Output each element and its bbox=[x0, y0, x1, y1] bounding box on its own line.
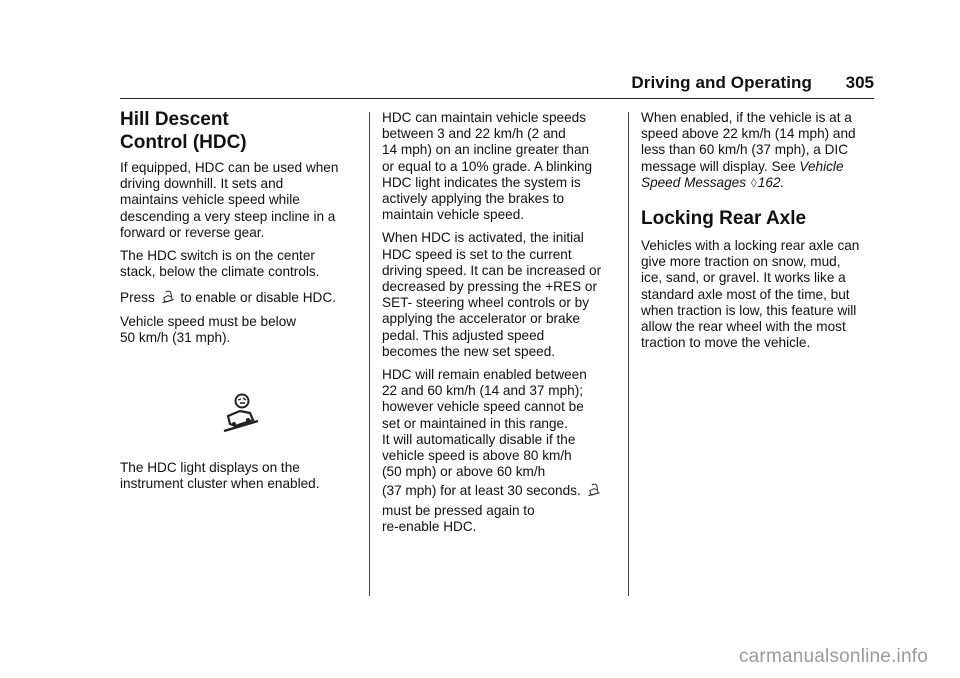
hdc-speed-limit-paragraph: Vehicle speed must be below 50 km/h (31 mph). bbox=[120, 313, 297, 345]
dic-message-paragraph: When enabled, if the vehicle is at a speed above 22 km/h (14 mph) and less than 60 km/h (37 mph), a DIC message will display. See Vehicle Speed Messages ◊162. bbox=[641, 110, 856, 190]
column-divider bbox=[628, 112, 629, 596]
column-1 bbox=[120, 108, 360, 499]
vehicle-speed-messages-link[interactable]: Vehicle bbox=[799, 158, 844, 174]
section-title: Driving and Operating bbox=[631, 73, 812, 92]
hdc-activation-paragraph: When HDC is activated, the initial HDC speed is set to the current driving speed. It can be increased or decreased by pressing the +RES or SET- steering wheel controls or by applying the accelerator or brake pedal. This adjusted speed becomes the new set speed. bbox=[382, 230, 602, 359]
column-3 bbox=[641, 110, 881, 358]
hdc-speed-range-paragraph: HDC can maintain vehicle speeds between 3 and 22 km/h (2 and 14 mph) on an incline greater than or equal to a 10% grade. A blinking HDC light indicates the system is actively applying the brakes to maintain vehicle speed. bbox=[382, 110, 593, 223]
page-header bbox=[120, 72, 874, 99]
hill-descent-control-icon bbox=[161, 290, 175, 304]
hdc-light-paragraph: The HDC light displays on the instrument cluster when enabled. bbox=[120, 460, 320, 492]
hdc-disable-paragraph: HDC will remain enabled between 22 and 60 km/h (14 and 37 mph); however vehicle speed cannot be set or maintained in this range. It will automatically disable if the vehicle speed is above 80 km/h (50 mph) or above 60 km/h (37 mph) for at least 30 seconds. must be pressed again to re-enable HDC. bbox=[382, 367, 622, 535]
locking-rear-axle-paragraph: Vehicles with a locking rear axle can give more traction on snow, mud, ice, sand, or gravel. It works like a standard axle most of the time, but when traction is low, this feature will allow the rear wheel with the most traction to move the vehicle. bbox=[641, 238, 860, 351]
column-2 bbox=[382, 110, 622, 542]
hdc-heading: Hill Descent Control (HDC) bbox=[120, 109, 247, 153]
hdc-intro-paragraph: If equipped, HDC can be used when driving downhill. It sets and maintains vehicle speed while descending a very steep incline in a forward or reverse gear. bbox=[120, 160, 339, 240]
hill-descent-control-icon bbox=[587, 483, 601, 497]
hill-descent-control-icon bbox=[220, 392, 260, 432]
hdc-press-paragraph: Press to enable or disable HDC. bbox=[120, 290, 336, 306]
vehicle-speed-messages-link[interactable]: Speed Messages bbox=[641, 174, 747, 190]
locking-rear-axle-heading: Locking Rear Axle bbox=[641, 208, 807, 230]
page-reference-icon: ◊ bbox=[750, 175, 757, 190]
page-reference[interactable]: 162. bbox=[757, 174, 785, 190]
watermark: carmanualsonline.info bbox=[738, 646, 928, 667]
page-number: 305 bbox=[845, 73, 874, 92]
hdc-switch-paragraph: The HDC switch is on the center stack, below the climate controls. bbox=[120, 248, 320, 280]
column-divider bbox=[369, 112, 370, 596]
